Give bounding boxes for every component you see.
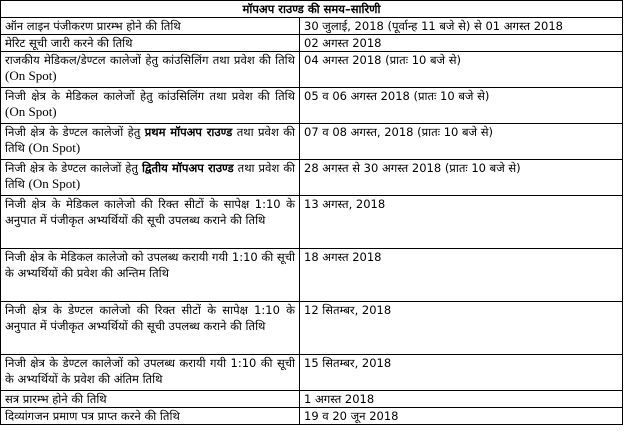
event-cell: ऑन लाइन पंजीकरण प्रारम्भ होने की तिथि (1, 18, 300, 35)
mopup-round-label: प्रथम मॉपअप राउण्ड (144, 125, 233, 139)
event-cell: मेरिट सूची जारी करने की तिथि (1, 35, 300, 52)
table-row (1, 160, 623, 196)
table-row (1, 88, 623, 124)
event-cell: निजी क्षेत्र के डेण्टल कालेजो की रिक्त सीटों के सापेक्ष 1:10 के अनुपात में पंजीकृत अभ्यर्थियों की सूची उपलब्ध कराने की तिथि (1, 302, 300, 355)
date-cell: 05 व 06 अगस्त 2018 (प्रातः 10 बजे से) (300, 88, 623, 124)
table-row (1, 302, 623, 355)
event-text: निजी क्षेत्र के डेण्टल कालेजों हेतु (5, 161, 138, 175)
event-text: तथा प्रवेश की तिथि (5, 125, 296, 155)
mopup-round-label: द्वितीय मॉपअप राउण्ड (141, 161, 234, 175)
on-spot-label: (On Spot) (28, 140, 81, 155)
event-text: निजी क्षेत्र के मेडिकल कालेजों हेतु कांउसिलिंग तथा प्रवेश की तिथि (5, 89, 295, 103)
event-cell: निजी क्षेत्र के मेडिकल कालेजो की रिक्त सीटों के सापेक्ष 1:10 के अनुपात में पंजीकृत अभ्यर्थियों की सूची उपलब्ध कराने की तिथि (1, 196, 300, 249)
table-row (1, 249, 623, 302)
event-text: राजकीय मेडिकल/डेण्टल कालेजों हेतु कांउसिलिंग तथा प्रवेश की तिथि (5, 53, 295, 67)
date-cell: 15 सितम्बर, 2018 (300, 355, 623, 391)
table-title: मॉपअप राउण्ड की समय–सारिणी (1, 1, 623, 18)
date-cell: 04 अगस्त 2018 (प्रातः 10 बजे से) (300, 52, 623, 88)
date-cell: 02 अगस्त 2018 (300, 35, 623, 52)
event-cell: दिव्यांगजन प्रमाण पत्र प्राप्त करने की तिथि (1, 408, 300, 425)
date-cell: 07 व 08 अगस्त, 2018 (प्रातः 10 बजे से) (300, 124, 623, 160)
table-row (1, 196, 623, 249)
event-cell: निजी क्षेत्र के मेडिकल कालेजो को उपलब्ध करायी गयी 1:10 की सूची के अभ्यर्थियों की प्रवेश की अन्तिम तिथि (1, 249, 300, 302)
event-text: तथा प्रवेश की तिथि (5, 161, 296, 191)
date-cell: 12 सितम्बर, 2018 (300, 302, 623, 355)
table-row (1, 35, 623, 52)
on-spot-label: (On Spot) (5, 104, 57, 119)
table-title-row (1, 1, 623, 18)
table-row (1, 52, 623, 88)
table-row (1, 124, 623, 160)
date-cell: 28 अगस्त से 30 अगस्त 2018 (प्रातः 10 बजे से) (300, 160, 623, 196)
date-cell: 18 अगस्त 2018 (300, 249, 623, 302)
on-spot-label: (On Spot) (5, 68, 57, 83)
date-cell: 1 अगस्त 2018 (300, 391, 623, 408)
event-cell (1, 160, 300, 196)
table-row (1, 355, 623, 391)
event-cell (1, 52, 300, 88)
event-cell (1, 88, 300, 124)
table-row (1, 18, 623, 35)
event-cell: सत्र प्रारम्भ होने की तिथि (1, 391, 300, 408)
date-cell: 13 अगस्त, 2018 (300, 196, 623, 249)
on-spot-label: (On Spot) (28, 176, 81, 191)
event-cell: निजी क्षेत्र के डेण्टल कालेजों को उपलब्ध करायी गयी 1:10 की सूची के अभ्यर्थियों के प्रवेश की अंतिम तिथि (1, 355, 300, 391)
table-row (1, 408, 623, 425)
table-row (1, 391, 623, 408)
event-cell (1, 124, 300, 160)
date-cell: 30 जुलाई, 2018 (पूर्वान्ह 11 बजे से) से 01 अगस्त 2018 (300, 18, 623, 35)
event-text: निजी क्षेत्र के डेण्टल कालेजों हेतु (5, 125, 141, 139)
date-cell: 19 व 20 जून 2018 (300, 408, 623, 425)
